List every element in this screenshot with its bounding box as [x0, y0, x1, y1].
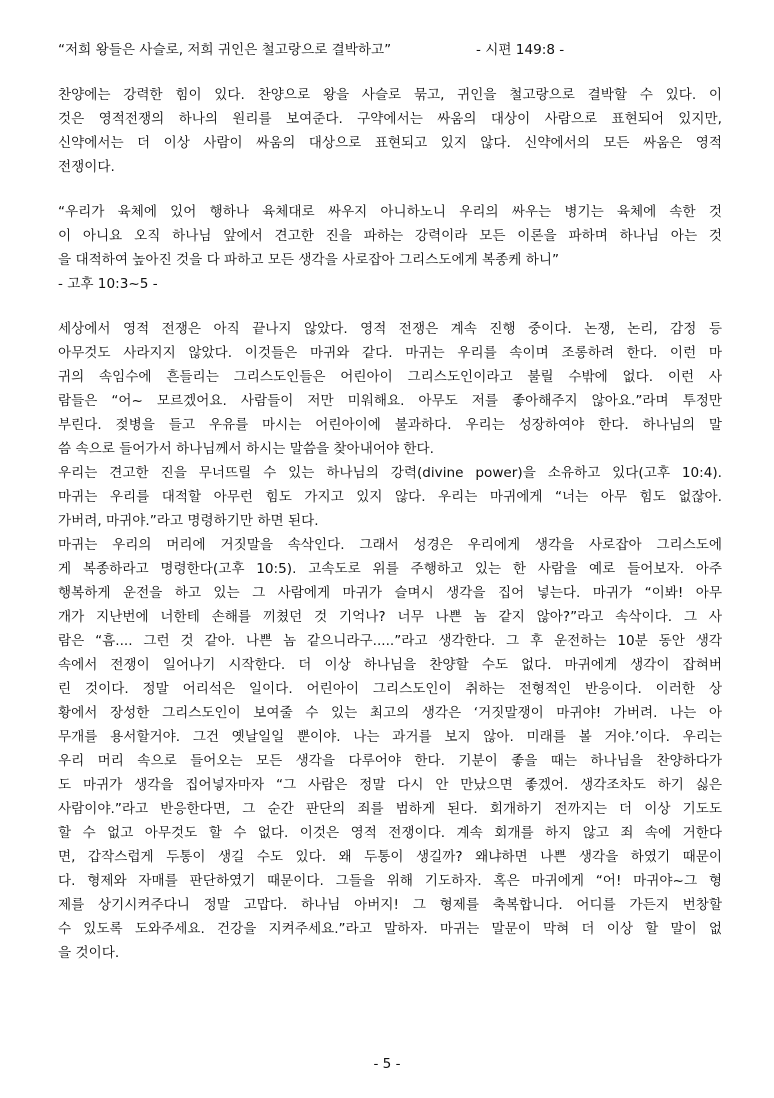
scripture-reference: - 고후 10:3~5 -	[58, 276, 158, 292]
text-line: 개가 지난번에 너한테 손해를 끼쳤던 것 기억나? 너무 나쁜 놈 같지 않아?”라고 속삭이다. 그 사	[58, 609, 722, 625]
paragraph-thoughts	[58, 533, 722, 965]
text-line: 우리는 견고한 진을 무너뜨릴 수 있는 하나님의 강력(divine power)을 소유하고 있다(고후 10:4).	[58, 465, 722, 481]
spacer	[58, 296, 722, 317]
text-line: 무개를 용서할거야. 그건 옛날일일 뿐이야. 나는 과거를 보지 않아. 미래를 볼 거야.’이다. 우리는	[58, 729, 722, 745]
text-line: 도 마귀가 생각을 집어넣자마자 “그 사람은 정말 다시 안 만났으면 좋겠어. 생각조차도 하기 싫은	[58, 777, 722, 793]
text-line: 황에서 장성한 그리스도인이 보여줄 수 있는 최고의 생각은 ‘거짓말쟁이 마귀야! 가버려. 나는 아	[58, 705, 722, 721]
text-line: 신약에서는 더 이상 사람이 싸움의 대상으로 표현되고 있지 않다. 신약에서의 모든 싸움은 영적	[58, 135, 722, 151]
document-page	[58, 38, 722, 965]
text-line: 귀의 속임수에 흔들리는 그리스도인들은 어린아이 그리스도인이라고 불릴 수밖에 없다. 이런 사	[58, 369, 722, 385]
header-reference: - 시편 149:8 -	[476, 42, 565, 58]
text-line: 면, 갑작스럽게 두통이 생길 수도 있다. 왜 두통이 생길까? 왜냐하면 나쁜 생각을 하였기 때문이	[58, 849, 722, 865]
text-line: 우리 머리 속으로 들어오는 모든 생각을 다루어야 한다. 기분이 좋을 때는 하나님을 찬양하다가	[58, 753, 722, 769]
text-line: 람들은 “어~ 모르겠어요. 사람들이 저만 미워해요. 아무도 저를 좋아해주지 않아요.”라며 투정만	[58, 393, 722, 409]
text-line: 것은 영적전쟁의 하나의 원리를 보여준다. 구약에서는 싸움의 대상이 사람으로 표현되어 있지만,	[58, 111, 722, 127]
text-line: 씀 속으로 들어가서 하나님께서 하시는 말씀을 찾아내어야 한다.	[58, 441, 434, 457]
text-line: 속에서 전쟁이 일어나기 시작한다. 더 이상 하나님을 찬양할 수도 없다. 마귀에게 생각이 잡혀버	[58, 657, 722, 673]
text-line: 마귀는 우리를 대적할 아무런 힘도 가지고 있지 않다. 우리는 마귀에게 “너는 아무 힘도 없잖아.	[58, 489, 722, 505]
text-line: 마귀는 우리의 머리에 거짓말을 속삭인다. 그래서 성경은 우리에게 생각을 사로잡아 그리스도에	[58, 537, 722, 553]
text-line: 전쟁이다.	[58, 159, 115, 175]
text-line: 다. 형제와 자매를 판단하였기 때문이다. 그들을 위해 기도하자. 혹은 마귀에게 “어! 마귀야~그 형	[58, 873, 722, 889]
text-line: 수 있도록 도와주세요. 건강을 지켜주세요.”라고 말하자. 마귀는 말문이 막혀 더 이상 할 말이 없	[58, 921, 722, 937]
header-quote: “저희 왕들은 사슬로, 저희 귀인은 철고랑으로 결박하고”	[58, 42, 392, 58]
text-line: 부린다. 젖병을 들고 우유를 마시는 어린아이에 불과하다. 우리는 성장하여야 한다. 하나님의 말	[58, 417, 722, 433]
page-number: - 5 -	[373, 1056, 401, 1072]
text-line: 제를 상기시켜주다니 정말 고맙다. 하나님 아버지! 그 형제를 축복합니다. 어디를 가든지 번창할	[58, 897, 722, 913]
text-line: 을 대적하여 높아진 것을 다 파하고 모든 생각을 사로잡아 그리스도에게 복종케 하니”	[58, 252, 560, 268]
text-line: 이 아니요 오직 하나님 앞에서 견고한 진을 파하는 강력이라 모든 이론을 파하며 하나님 아는 것	[58, 228, 722, 244]
text-line: 린 것이다. 정말 어리석은 일이다. 어린아이 그리스도인이 취하는 전형적인 반응이다. 이러한 상	[58, 681, 722, 697]
paragraph-spiritual-war	[58, 317, 722, 461]
text-line: 사람이야.”라고 반응한다면, 그 순간 판단의 죄를 범하게 된다. 회개하기 전까지는 더 이상 기도도	[58, 801, 722, 817]
paragraph-divine-power	[58, 461, 722, 533]
scripture-quote	[58, 200, 722, 296]
text-line: 세상에서 영적 전쟁은 아직 끝나지 않았다. 영적 전쟁은 계속 진행 중이다. 논쟁, 논리, 감정 등	[58, 321, 722, 337]
text-line: 람은 “흠.... 그런 것 같아. 나쁜 놈 같으니라구.....”라고 생각한다. 그 후 운전하는 10분 동안 생각	[58, 633, 722, 649]
text-line: 행복하게 운전을 하고 있는 그 사람에게 마귀가 슬며시 생각을 집어 넣는다. 마귀가 “이봐! 아무	[58, 585, 722, 601]
text-line: 찬양에는 강력한 힘이 있다. 찬양으로 왕을 사슬로 묶고, 귀인을 철고랑으로 결박할 수 있다. 이	[58, 87, 722, 103]
spacer	[58, 62, 722, 83]
spacer	[58, 179, 722, 200]
paragraph-intro	[58, 83, 722, 179]
text-line: 게 복종하라고 명령한다(고후 10:5). 고속도로 위를 주행하고 있는 한 사람을 예로 들어보자. 아주	[58, 561, 722, 577]
header-quote-line	[58, 38, 722, 62]
text-line: 할 수 없고 아무것도 할 수 없다. 이것은 영적 전쟁이다. 계속 회개를 하지 않고 죄 속에 거한다	[58, 825, 722, 841]
text-line: 을 것이다.	[58, 945, 120, 961]
text-line: 아무것도 사라지지 않았다. 이것들은 마귀와 같다. 마귀는 우리를 속이며 조롱하려 한다. 이런 마	[58, 345, 722, 361]
text-line: “우리가 육체에 있어 행하나 육체대로 싸우지 아니하노니 우리의 싸우는 병기는 육체에 속한 것	[58, 204, 722, 220]
text-line: 가버려, 마귀야.”라고 명령하기만 하면 된다.	[58, 513, 319, 529]
